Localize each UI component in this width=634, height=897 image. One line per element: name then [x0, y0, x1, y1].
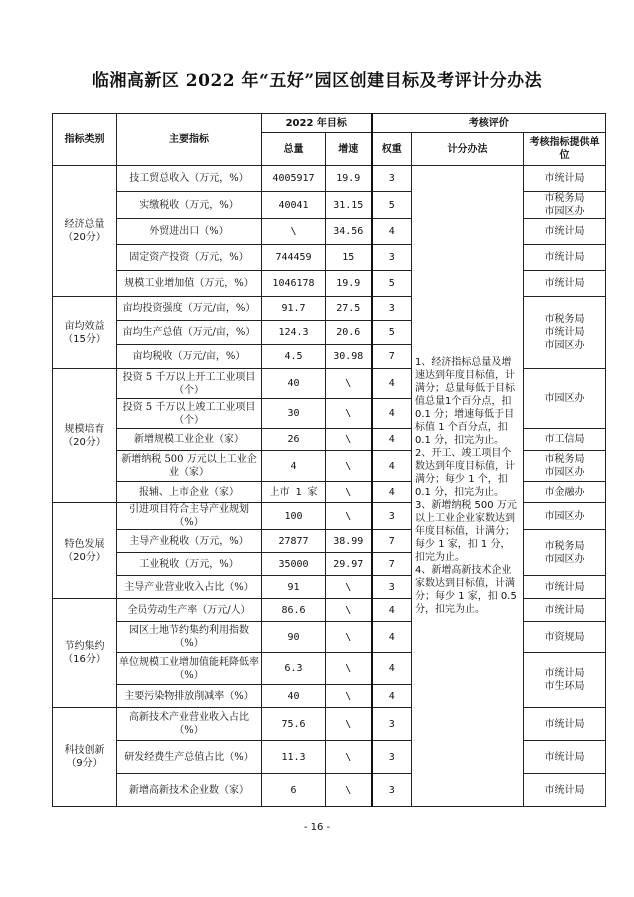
provider-cell: 市园区办 [524, 503, 606, 530]
indicator-cell: 投资 5 千万以上开工工业项目（个） [117, 369, 262, 399]
category-name: 特色发展 [64, 538, 105, 550]
growth-cell: \ [326, 503, 372, 530]
weight-cell: 3 [372, 741, 412, 774]
weight-cell: 4 [372, 685, 412, 708]
growth-cell: 30.98 [326, 345, 372, 369]
growth-cell: \ [326, 451, 372, 482]
indicator-cell: 实缴税收（万元，%） [117, 192, 262, 219]
provider-cell: 市统计局 市生环局 [524, 653, 606, 708]
growth-cell: 27.5 [326, 297, 372, 321]
indicator-cell: 主要污染物排放削减率（%） [117, 685, 262, 708]
provider-cell: 市统计局 [524, 271, 606, 297]
indicator-cell: 亩均税收（万元/亩，%） [117, 345, 262, 369]
category-score: （9分） [66, 758, 103, 769]
total-cell: 4.5 [262, 345, 326, 369]
indicator-cell: 固定资产投资（万元，%） [117, 245, 262, 271]
growth-cell: 29.97 [326, 553, 372, 576]
weight-cell: 4 [372, 482, 412, 503]
growth-cell: 34.56 [326, 219, 372, 245]
total-cell: 40 [262, 369, 326, 399]
weight-cell: 3 [372, 774, 412, 807]
growth-cell: \ [326, 576, 372, 599]
growth-cell: \ [326, 653, 372, 685]
category-name: 经济总量 [64, 219, 105, 230]
total-cell: 27877 [262, 530, 326, 553]
weight-cell: 7 [372, 530, 412, 553]
indicator-cell: 研发经费生产总值占比（%） [117, 741, 262, 774]
weight-cell: 4 [372, 653, 412, 685]
total-cell: 30 [262, 399, 326, 429]
weight-cell: 3 [372, 503, 412, 530]
total-cell: 1046178 [262, 271, 326, 297]
weight-cell: 4 [372, 599, 412, 622]
indicator-cell: 主导产业营业收入占比（%） [117, 576, 262, 599]
weight-cell: 3 [372, 245, 412, 271]
category-intensive [53, 599, 117, 708]
category-score: （20分） [63, 551, 106, 563]
indicator-cell: 工业税收（万元，%） [117, 553, 262, 576]
header-indicator: 主要指标 [117, 114, 262, 166]
total-cell: 744459 [262, 245, 326, 271]
indicator-cell: 引进项目符合主导产业规划（%） [117, 503, 262, 530]
total-cell: 40 [262, 685, 326, 708]
provider-cell: 市金融办 [524, 482, 606, 503]
provider-cell: 市园区办 [524, 369, 606, 429]
total-cell: 35000 [262, 553, 326, 576]
weight-cell: 4 [372, 622, 412, 653]
indicator-cell: 报辅、上市企业（家） [117, 482, 262, 503]
provider-cell: 市税务局 市园区办 [524, 530, 606, 576]
weight-cell: 5 [372, 271, 412, 297]
scoring-method-text: 1、经济指标总量及增速达到年度目标值，计满分；总量每低于目标值总量1个百分点，扣 0.1 分；增速每低于目标值 1 个百分点，扣0.1 分，扣完为止。 2、开工、竣工项目个数达到年度目标值，计满分；每少 1 个，扣 0.1 分，扣完为止。 3、新增纳税 500 万元以上工业企业家数达到年度目标值，计满分；每少 1 家，扣 1 分，扣完为止。 4、新增高新技术企业家数达到目标值，计满分；每少 1 家，扣 0.5 分，扣完为止。 [415, 357, 517, 615]
provider-cell: 市统计局 [524, 219, 606, 245]
indicator-cell: 园区土地节约集约利用指数（%） [117, 622, 262, 653]
category-scale [53, 369, 117, 503]
provider-cell: 市统计局 [524, 708, 606, 741]
indicator-cell: 技工贸总收入（万元，%） [117, 166, 262, 192]
category-featured [53, 503, 117, 599]
page-title: 临湘高新区 2022 年“五好”园区创建目标及考评计分办法 [91, 71, 543, 91]
total-cell: 上市 1 家 [262, 482, 326, 503]
weight-cell: 4 [372, 399, 412, 429]
indicator-cell: 新增规模工业企业（家） [117, 429, 262, 451]
weight-cell: 3 [372, 576, 412, 599]
indicator-cell: 投资 5 千万以上竣工工业项目（个） [117, 399, 262, 429]
scoring-method [412, 166, 524, 807]
total-cell: 26 [262, 429, 326, 451]
header-category: 指标类别 [53, 114, 117, 166]
provider-cell: 市资规局 [524, 622, 606, 653]
category-score: （20分） [63, 436, 106, 448]
total-cell: 4005917 [262, 166, 326, 192]
provider-cell: 市统计局 [524, 741, 606, 774]
growth-cell: \ [326, 685, 372, 708]
category-score: （15分） [63, 333, 106, 345]
growth-cell: 20.6 [326, 321, 372, 345]
total-cell: 100 [262, 503, 326, 530]
growth-cell: \ [326, 429, 372, 451]
category-economy [53, 166, 117, 297]
weight-cell: 3 [372, 297, 412, 321]
category-innovation [53, 708, 117, 807]
weight-cell: 3 [372, 708, 412, 741]
growth-cell: 19.9 [326, 271, 372, 297]
indicator-cell: 单位规模工业增加值能耗降低率（%） [117, 653, 262, 685]
indicator-cell: 高新技术产业营业收入占比（%） [117, 708, 262, 741]
growth-cell: \ [326, 774, 372, 807]
indicator-cell: 外贸进出口（%） [117, 219, 262, 245]
growth-cell: \ [326, 741, 372, 774]
category-name: 节约集约 [64, 641, 105, 652]
total-cell: 40041 [262, 192, 326, 219]
provider-cell: 市统计局 [524, 599, 606, 622]
category-score: （16分） [63, 654, 106, 665]
total-cell: 75.6 [262, 708, 326, 741]
provider-cell: 市税务局 市统计局 市园区办 [524, 297, 606, 369]
growth-cell: \ [326, 369, 372, 399]
weight-cell: 5 [372, 192, 412, 219]
header-provider: 考核指标提供单位 [524, 133, 606, 166]
weight-cell: 7 [372, 553, 412, 576]
weight-cell: 5 [372, 321, 412, 345]
header-target-group: 2022 年目标 [262, 114, 372, 133]
page-number: - 16 - [303, 822, 331, 833]
total-cell: 11.3 [262, 741, 326, 774]
header-growth: 增速 [326, 133, 372, 166]
provider-cell: 市工信局 [524, 429, 606, 451]
indicator-cell: 新增纳税 500 万元以上工业企业（家） [117, 451, 262, 482]
growth-cell: 38.99 [326, 530, 372, 553]
weight-cell: 3 [372, 166, 412, 192]
total-cell: 6.3 [262, 653, 326, 685]
provider-cell: 市统计局 [524, 774, 606, 807]
indicator-cell: 新增高新技术企业数（家） [117, 774, 262, 807]
total-cell: \ [262, 219, 326, 245]
header-weight: 权重 [372, 133, 412, 166]
growth-cell: \ [326, 599, 372, 622]
provider-cell: 市统计局 [524, 166, 606, 192]
total-cell: 91.7 [262, 297, 326, 321]
provider-cell: 市税务局 市园区办 [524, 192, 606, 219]
growth-cell: \ [326, 482, 372, 503]
total-cell: 124.3 [262, 321, 326, 345]
weight-cell: 7 [372, 345, 412, 369]
header-method: 计分办法 [412, 133, 524, 166]
category-name: 科技创新 [64, 745, 105, 756]
indicator-cell: 亩均投资强度（万元/亩，%） [117, 297, 262, 321]
provider-cell: 市税务局 市园区办 [524, 451, 606, 482]
total-cell: 86.6 [262, 599, 326, 622]
growth-cell: \ [326, 708, 372, 741]
weight-cell: 4 [372, 451, 412, 482]
total-cell: 90 [262, 622, 326, 653]
evaluation-table [52, 113, 606, 807]
weight-cell: 4 [372, 369, 412, 399]
category-name: 亩均效益 [64, 320, 105, 332]
provider-cell: 市统计局 [524, 245, 606, 271]
provider-cell: 市统计局 [524, 576, 606, 599]
growth-cell: 31.15 [326, 192, 372, 219]
category-name: 规模培育 [64, 423, 105, 435]
total-cell: 4 [262, 451, 326, 482]
indicator-cell: 规模工业增加值（万元，%） [117, 271, 262, 297]
weight-cell: 4 [372, 219, 412, 245]
indicator-cell: 全员劳动生产率（万元/人） [117, 599, 262, 622]
total-cell: 91 [262, 576, 326, 599]
header-total: 总量 [262, 133, 326, 166]
indicator-cell: 主导产业税收（万元，%） [117, 530, 262, 553]
weight-cell: 4 [372, 429, 412, 451]
total-cell: 6 [262, 774, 326, 807]
growth-cell: \ [326, 399, 372, 429]
header-eval-group: 考核评价 [372, 114, 606, 133]
growth-cell: 19.9 [326, 166, 372, 192]
category-per-mu [53, 297, 117, 369]
growth-cell: 15 [326, 245, 372, 271]
indicator-cell: 亩均生产总值（万元/亩，%） [117, 321, 262, 345]
category-score: （20分） [63, 232, 106, 243]
growth-cell: \ [326, 622, 372, 653]
